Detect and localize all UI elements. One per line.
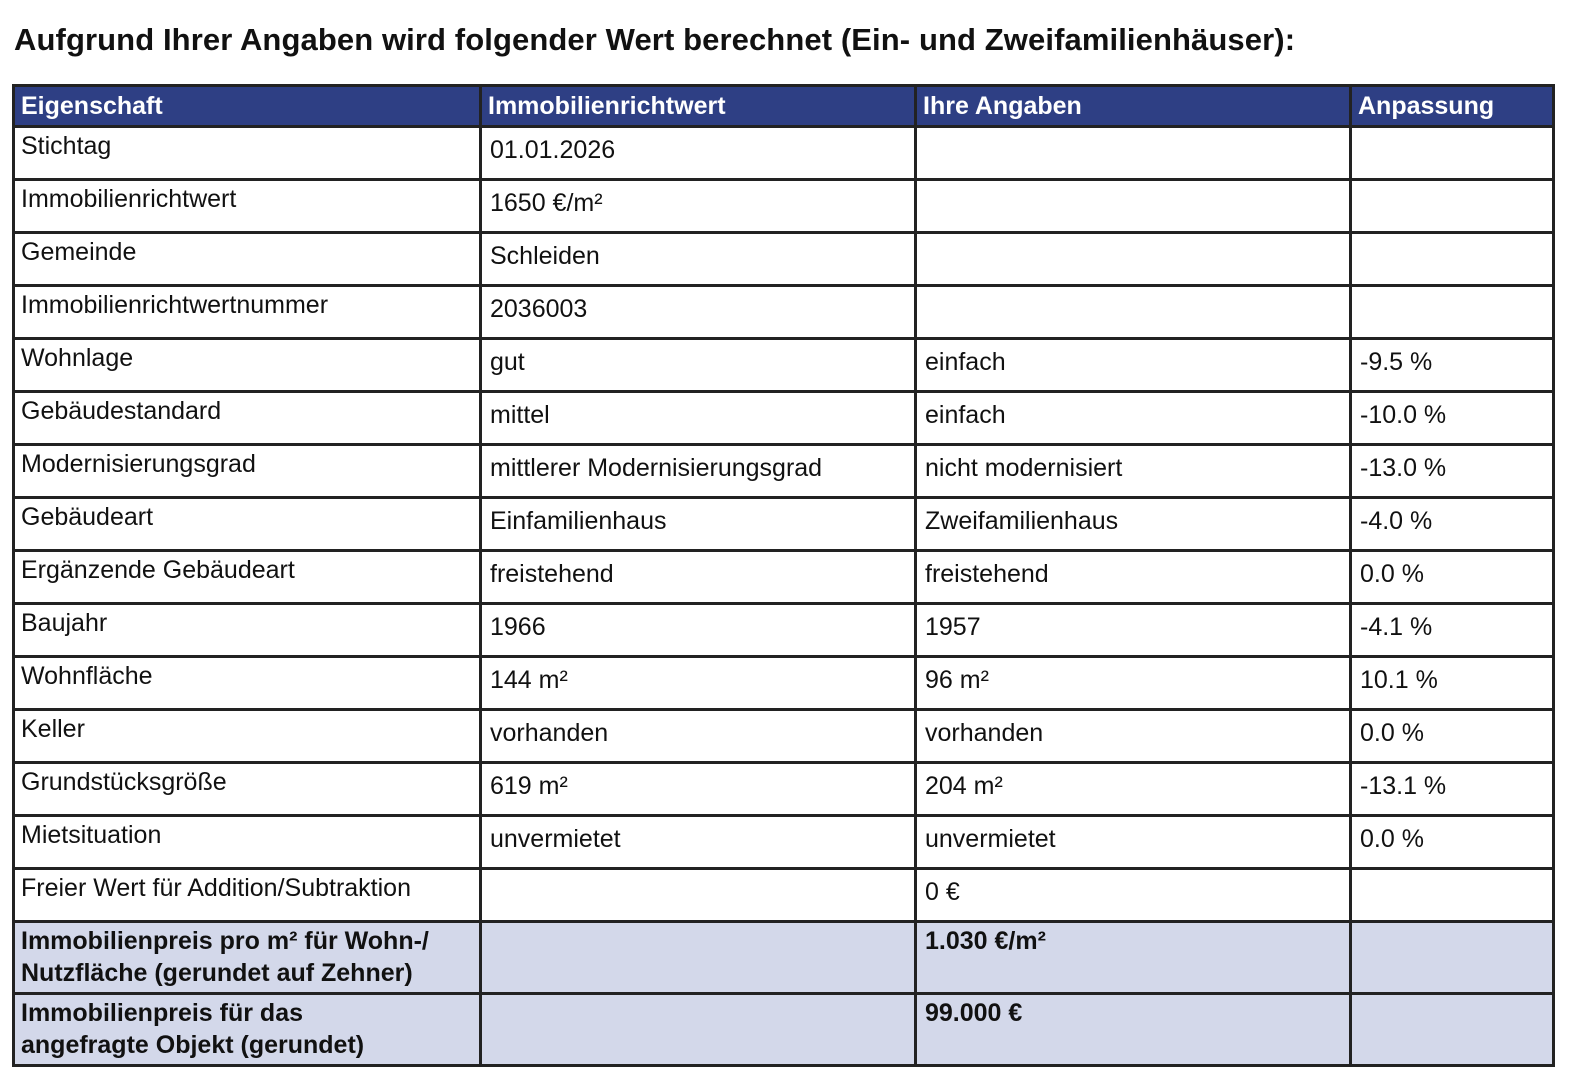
reference-value: freistehend: [481, 551, 916, 604]
reference-value: gut: [481, 339, 916, 392]
row-label: Modernisierungsgrad: [14, 445, 481, 498]
user-value: freistehend: [916, 551, 1351, 604]
user-value: 204 m²: [916, 763, 1351, 816]
column-header-eigenschaft: Eigenschaft: [14, 86, 481, 127]
adjustment-value: [1351, 233, 1554, 286]
adjustment-value: [1351, 180, 1554, 233]
row-label: Gebäudeart: [14, 498, 481, 551]
user-value: unvermietet: [916, 816, 1351, 869]
row-label: Grundstücksgröße: [14, 763, 481, 816]
column-header-immobilienrichtwert: Immobilienrichtwert: [481, 86, 916, 127]
user-value: vorhanden: [916, 710, 1351, 763]
table-row: [14, 604, 1554, 657]
adjustment-value: -13.1 %: [1351, 763, 1554, 816]
table-row: [14, 127, 1554, 180]
table-row: [14, 233, 1554, 286]
adjustment-value: 0.0 %: [1351, 710, 1554, 763]
adjustment-value: 0.0 %: [1351, 551, 1554, 604]
reference-value: 1966: [481, 604, 916, 657]
reference-value: 1650 €/m²: [481, 180, 916, 233]
summary-value: 99.000 €: [916, 994, 1351, 1066]
summary-empty-cell: [1351, 994, 1554, 1066]
user-value: nicht modernisiert: [916, 445, 1351, 498]
reference-value: 619 m²: [481, 763, 916, 816]
column-header-ihre-angaben: Ihre Angaben: [916, 86, 1351, 127]
reference-value: 2036003: [481, 286, 916, 339]
reference-value: vorhanden: [481, 710, 916, 763]
summary-row-total-price: [14, 994, 1554, 1066]
table-row: [14, 816, 1554, 869]
reference-value: mittlerer Modernisierungsgrad: [481, 445, 916, 498]
table-row: [14, 445, 1554, 498]
table-row: [14, 498, 1554, 551]
row-label: Baujahr: [14, 604, 481, 657]
table-row: [14, 392, 1554, 445]
summary-label: [14, 994, 481, 1066]
reference-value: 144 m²: [481, 657, 916, 710]
user-value: [916, 180, 1351, 233]
adjustment-value: -10.0 %: [1351, 392, 1554, 445]
table-row: [14, 286, 1554, 339]
row-label: Immobilienrichtwertnummer: [14, 286, 481, 339]
row-label: Immobilienrichtwert: [14, 180, 481, 233]
row-label: Gemeinde: [14, 233, 481, 286]
table-row: [14, 763, 1554, 816]
summary-empty-cell: [481, 922, 916, 994]
adjustment-value: 0.0 %: [1351, 816, 1554, 869]
table-row: [14, 869, 1554, 922]
row-label: Wohnfläche: [14, 657, 481, 710]
row-label: Wohnlage: [14, 339, 481, 392]
user-value: 96 m²: [916, 657, 1351, 710]
user-value: einfach: [916, 339, 1351, 392]
user-value: [916, 127, 1351, 180]
row-label: Gebäudestandard: [14, 392, 481, 445]
summary-label-line2: angefragte Objekt (gerundet): [21, 1031, 365, 1059]
summary-label: [14, 922, 481, 994]
user-value: Zweifamilienhaus: [916, 498, 1351, 551]
user-value: [916, 233, 1351, 286]
adjustment-value: [1351, 286, 1554, 339]
adjustment-value: 10.1 %: [1351, 657, 1554, 710]
reference-value: 01.01.2026: [481, 127, 916, 180]
summary-empty-cell: [481, 994, 916, 1066]
adjustment-value: -4.0 %: [1351, 498, 1554, 551]
adjustment-value: -13.0 %: [1351, 445, 1554, 498]
user-value: einfach: [916, 392, 1351, 445]
adjustment-value: [1351, 869, 1554, 922]
valuation-table: [12, 84, 1555, 1067]
reference-value: unvermietet: [481, 816, 916, 869]
adjustment-value: -9.5 %: [1351, 339, 1554, 392]
row-label: Keller: [14, 710, 481, 763]
table-row: [14, 710, 1554, 763]
adjustment-value: [1351, 127, 1554, 180]
table-body: [14, 127, 1554, 1066]
user-value: 0 €: [916, 869, 1351, 922]
table-row: [14, 551, 1554, 604]
adjustment-value: -4.1 %: [1351, 604, 1554, 657]
summary-empty-cell: [1351, 922, 1554, 994]
reference-value: Einfamilienhaus: [481, 498, 916, 551]
row-label: Ergänzende Gebäudeart: [14, 551, 481, 604]
summary-label-line1: Immobilienpreis pro m² für Wohn-/: [21, 927, 429, 955]
reference-value: [481, 869, 916, 922]
summary-row-price-per-sqm: [14, 922, 1554, 994]
row-label: Freier Wert für Addition/Subtraktion: [14, 869, 481, 922]
row-label: Mietsituation: [14, 816, 481, 869]
reference-value: Schleiden: [481, 233, 916, 286]
column-header-anpassung: Anpassung: [1351, 86, 1554, 127]
summary-label-line1: Immobilienpreis für das: [21, 999, 304, 1027]
summary-value: 1.030 €/m²: [916, 922, 1351, 994]
table-header: [14, 86, 1554, 127]
row-label: Stichtag: [14, 127, 481, 180]
reference-value: mittel: [481, 392, 916, 445]
header-row: [14, 86, 1554, 127]
user-value: 1957: [916, 604, 1351, 657]
page-title: Aufgrund Ihrer Angaben wird folgender Wert berechnet (Ein- und Zweifamilienhäuser):: [14, 22, 1296, 57]
table-row: [14, 657, 1554, 710]
table-row: [14, 180, 1554, 233]
summary-label-line2: Nutzfläche (gerundet auf Zehner): [21, 959, 413, 987]
table-row: [14, 339, 1554, 392]
user-value: [916, 286, 1351, 339]
